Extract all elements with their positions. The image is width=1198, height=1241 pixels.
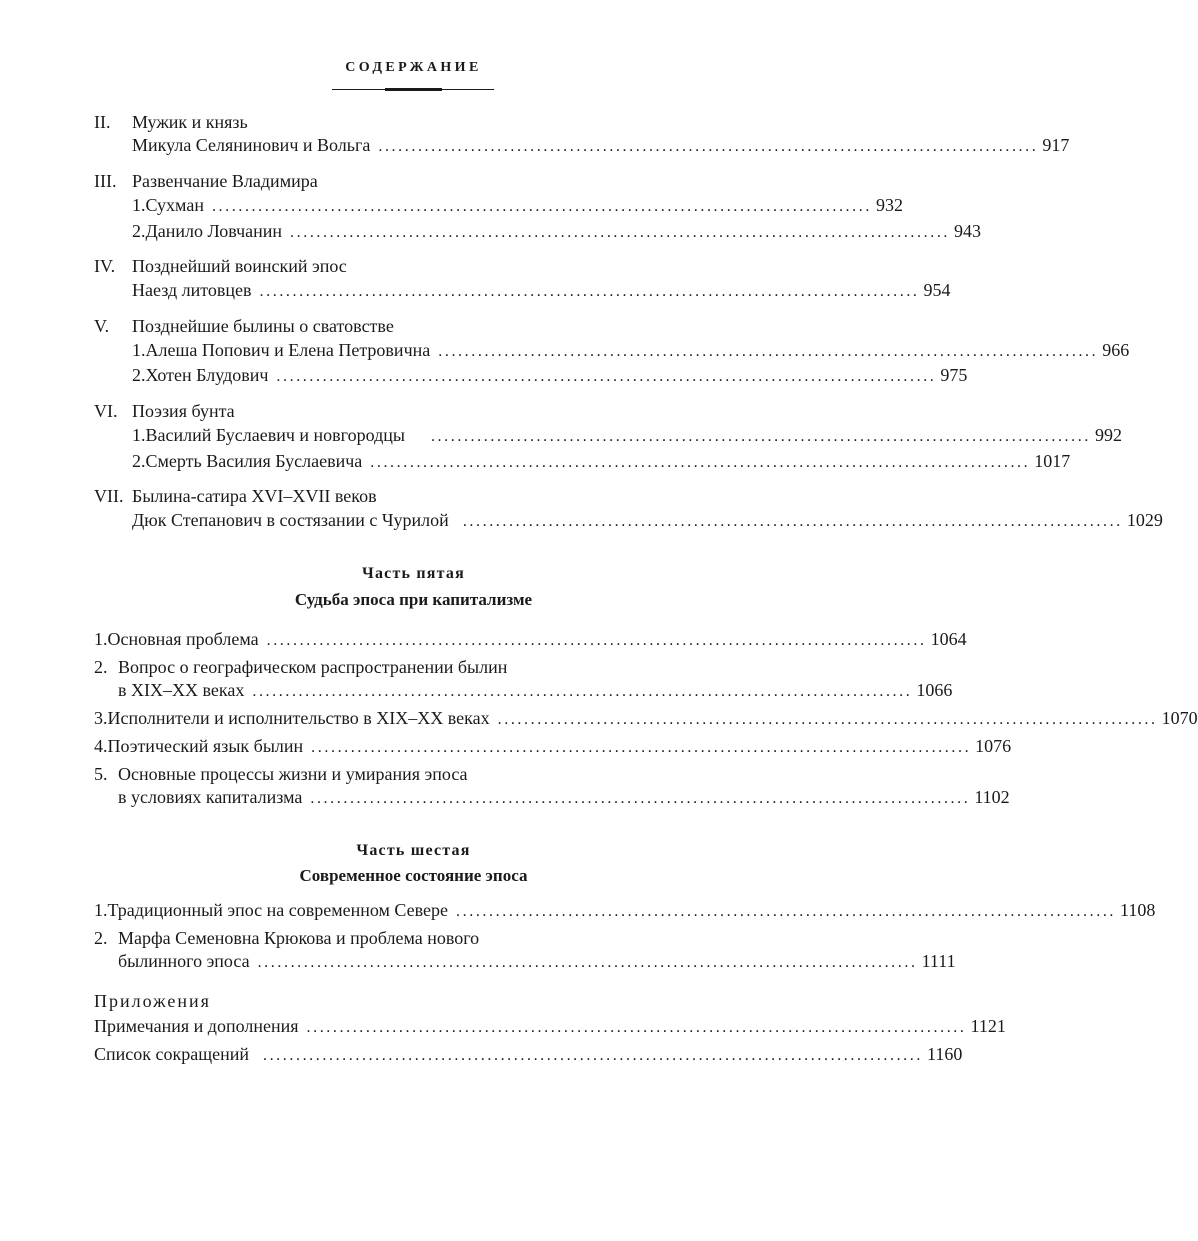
dot-leader: ....................................................................................................: [370, 454, 1031, 471]
dot-leader: ....................................................................................................: [259, 283, 920, 300]
section-heading: [94, 169, 734, 193]
entry-number: 1.: [94, 629, 108, 649]
page-number: 1111: [921, 951, 956, 971]
dot-leader: ....................................................................................................: [266, 632, 927, 649]
part-title: Часть шестая: [356, 842, 471, 859]
page-number: 1121: [970, 1016, 1006, 1036]
toc-entry[interactable]: [118, 949, 956, 973]
dot-leader: ....................................................................................................: [262, 1047, 923, 1064]
dot-leader: ....................................................................................................: [257, 954, 918, 971]
section-title: Позднейший воинский эпос: [132, 256, 347, 276]
entry-number: 2.: [132, 365, 146, 385]
entry-title: Алеша Попович и Елена Петровична: [145, 340, 431, 360]
entry-title: Микула Селянинович и Вольга: [132, 135, 371, 155]
toc-entry[interactable]: [118, 678, 953, 702]
entry-title: Примечания и дополнения: [94, 1016, 299, 1036]
entry-number: 1.: [132, 340, 146, 360]
section-title: Былина-сатира XVI–XVII веков: [132, 486, 377, 506]
page-number: 1160: [926, 1044, 963, 1064]
part-title: Часть пятая: [362, 565, 465, 582]
dot-leader: ....................................................................................................: [456, 903, 1117, 920]
entry-title: Список сокращений: [94, 1044, 249, 1064]
dot-leader: ....................................................................................................: [306, 1019, 967, 1036]
part-subtitle: Современное состояние эпоса: [299, 866, 528, 885]
entry-title: Марфа Семеновна Крюкова и проблема нового: [118, 928, 480, 948]
dot-leader: ....................................................................................................: [438, 343, 1099, 360]
toc-entry[interactable]: [132, 449, 1071, 473]
entry-number: 1.: [132, 425, 146, 445]
toc-entry[interactable]: [132, 508, 1163, 532]
page-number: 1064: [930, 629, 967, 649]
section-title: Мужик и князь: [132, 112, 248, 132]
section-heading: [94, 254, 734, 278]
entry-number: 3.: [94, 708, 108, 728]
entry-title: Хотен Блудович: [145, 365, 269, 385]
section-heading: [94, 314, 734, 338]
dot-leader: ....................................................................................................: [211, 198, 872, 215]
dot-leader: ....................................................................................................: [252, 683, 913, 700]
entry-number: 2.: [94, 657, 108, 677]
entry-title: Основная проблема: [107, 629, 259, 649]
toc-entry[interactable]: [132, 338, 1130, 362]
toc-entry[interactable]: [132, 193, 903, 217]
entry-title: Дюк Степанович в состязании с Чурилой: [132, 510, 449, 530]
dot-leader: ....................................................................................................: [497, 711, 1158, 728]
page-number: 943: [954, 221, 982, 241]
entry-number: 4.: [94, 736, 108, 756]
section-title: Позднейшие былины о сватовстве: [132, 316, 394, 336]
section-heading: [94, 110, 734, 134]
entry-number: 2.: [94, 928, 108, 948]
toc-entry[interactable]: [132, 423, 1122, 447]
entry-title: Наезд литовцев: [132, 280, 252, 300]
entry-title: Поэтический язык былин: [107, 736, 304, 756]
section-number: III.: [94, 171, 117, 191]
entry-number: 1.: [94, 900, 108, 920]
page-number: 992: [1094, 425, 1122, 445]
entry-title-continued: в XIX–XX веках: [118, 680, 245, 700]
section-heading: [94, 399, 734, 423]
dot-leader: ....................................................................................................: [290, 224, 951, 241]
entry-title: Основные процессы жизни и умирания эпоса: [118, 764, 468, 784]
header-rule-ornament: [385, 88, 442, 91]
header-title: СОДЕРЖАНИЕ: [345, 60, 482, 75]
toc-entry[interactable]: [132, 363, 968, 387]
toc-entry[interactable]: [94, 1014, 1006, 1038]
page-number: 954: [923, 280, 951, 300]
entry-title: Василий Буслаевич и новгородцы: [145, 425, 405, 445]
section-title: Поэзия бунта: [132, 401, 235, 421]
page-number: 1029: [1126, 510, 1163, 530]
toc-entry[interactable]: [94, 898, 1156, 922]
page-number: 1076: [975, 736, 1012, 756]
toc-entry[interactable]: [132, 133, 1070, 157]
toc-entry[interactable]: [132, 219, 982, 243]
section-title: Развенчание Владимира: [132, 171, 318, 191]
dot-leader: ....................................................................................................: [311, 739, 972, 756]
entry-number: 1.: [132, 195, 146, 215]
entry-title: Вопрос о географическом распространении былин: [118, 657, 508, 677]
toc-entry-line1[interactable]: [94, 926, 734, 950]
entry-title: Традиционный эпос на современном Севере: [107, 900, 449, 920]
entry-title: Смерть Василия Буслаевича: [145, 451, 363, 471]
toc-entry[interactable]: [132, 278, 951, 302]
page-number: 1108: [1120, 900, 1156, 920]
page-number: 1066: [916, 680, 953, 700]
page-number: 975: [940, 365, 968, 385]
part-subtitle: Судьба эпоса при капитализме: [294, 590, 533, 609]
entry-number: 5.: [94, 764, 108, 784]
dot-leader: ....................................................................................................: [378, 138, 1039, 155]
page-number: 917: [1042, 135, 1070, 155]
dot-leader: ....................................................................................................: [430, 428, 1091, 445]
toc-entry[interactable]: [94, 706, 1198, 730]
page-number: 1070: [1161, 708, 1198, 728]
entry-title: Исполнители и исполнительство в XIX–XX веках: [107, 708, 490, 728]
toc-entry[interactable]: [118, 785, 1010, 809]
section-number: II.: [94, 112, 111, 132]
section-number: VI.: [94, 401, 118, 421]
toc-entry-line1[interactable]: [94, 655, 734, 679]
dot-leader: ....................................................................................................: [276, 368, 937, 385]
entry-number: 2.: [132, 451, 146, 471]
section-number: V.: [94, 316, 110, 336]
section-heading: [94, 484, 734, 508]
toc-entry[interactable]: [94, 734, 1012, 758]
dot-leader: ....................................................................................................: [310, 790, 971, 807]
entry-title: Данило Ловчанин: [145, 221, 283, 241]
dot-leader: ....................................................................................................: [462, 513, 1123, 530]
section-number: IV.: [94, 256, 116, 276]
toc-entry[interactable]: [94, 627, 967, 651]
section-number: VII.: [94, 486, 124, 506]
toc-entry-line1[interactable]: [94, 762, 734, 786]
entry-title: Сухман: [145, 195, 204, 215]
entry-title-continued: былинного эпоса: [118, 951, 250, 971]
page-number: 966: [1102, 340, 1130, 360]
page-number: 932: [875, 195, 903, 215]
page-number: 1102: [974, 787, 1010, 807]
entry-title-continued: в условиях капитализма: [118, 787, 303, 807]
page-number: 1017: [1034, 451, 1071, 471]
entry-number: 2.: [132, 221, 146, 241]
toc-entry[interactable]: [94, 1042, 963, 1066]
appendix-heading: Приложения: [94, 991, 211, 1011]
